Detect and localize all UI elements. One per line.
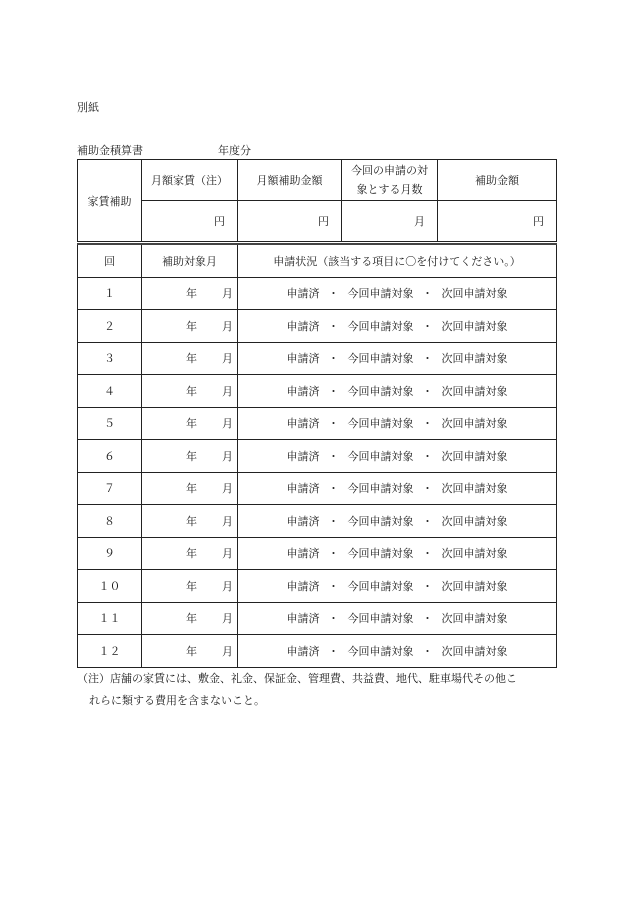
status-options — [238, 570, 557, 603]
status-option[interactable]: 今回申請対象 — [347, 514, 414, 528]
target-month-field[interactable] — [142, 277, 238, 310]
separator-dot: ・ — [422, 384, 433, 398]
month-unit: 月 — [222, 287, 233, 301]
year-unit: 年 — [186, 319, 197, 333]
target-month-field[interactable] — [142, 375, 238, 408]
year-unit: 年 — [186, 579, 197, 593]
subsidy-amount-field[interactable] — [438, 201, 557, 242]
schedule-row — [78, 440, 557, 473]
status-option[interactable]: 今回申請対象 — [347, 482, 414, 496]
separator-dot: ・ — [422, 612, 433, 626]
separator-dot: ・ — [328, 579, 339, 593]
year-unit: 年 — [186, 514, 197, 528]
month-unit: 月 — [222, 319, 233, 333]
month-unit: 月 — [414, 215, 425, 228]
installment-number: １０ — [78, 570, 142, 603]
installment-number: １１ — [78, 602, 142, 635]
status-options — [238, 375, 557, 408]
yen-unit: 円 — [533, 215, 544, 228]
status-option[interactable]: 今回申請対象 — [347, 547, 414, 561]
target-month-header: 補助対象月 — [142, 244, 238, 277]
status-options — [238, 602, 557, 635]
separator-dot: ・ — [422, 514, 433, 528]
target-month-field[interactable] — [142, 342, 238, 375]
status-option[interactable]: 今回申請対象 — [347, 384, 414, 398]
target-month-field[interactable] — [142, 570, 238, 603]
target-month-field[interactable] — [142, 537, 238, 570]
schedule-row — [78, 537, 557, 570]
separator-dot: ・ — [422, 449, 433, 463]
month-unit: 月 — [222, 449, 233, 463]
monthly-subsidy-header: 月額補助金額 — [238, 160, 342, 201]
form-title: 補助金積算書 — [77, 144, 143, 157]
separator-dot: ・ — [422, 482, 433, 496]
separator-dot: ・ — [422, 579, 433, 593]
status-options — [238, 277, 557, 310]
separator-dot: ・ — [422, 417, 433, 431]
month-unit: 月 — [222, 644, 233, 658]
schedule-row — [78, 472, 557, 505]
target-month-field[interactable] — [142, 407, 238, 440]
status-option[interactable]: 申請済 — [286, 319, 320, 333]
rent-subsidy-header: 家賃補助 — [78, 160, 142, 242]
schedule-row — [78, 570, 557, 603]
status-option[interactable]: 次回申請対象 — [441, 644, 508, 658]
status-option[interactable]: 次回申請対象 — [441, 352, 508, 366]
separator-dot: ・ — [328, 449, 339, 463]
status-options — [238, 505, 557, 538]
yen-unit: 円 — [214, 215, 225, 228]
status-option[interactable]: 今回申請対象 — [347, 417, 414, 431]
status-option[interactable]: 申請済 — [286, 417, 320, 431]
status-header: 申請状況（該当する項目に〇を付けてください。） — [238, 244, 557, 277]
status-options — [238, 310, 557, 343]
status-option[interactable]: 申請済 — [286, 579, 320, 593]
status-options — [238, 342, 557, 375]
installment-number: ９ — [78, 537, 142, 570]
status-option[interactable]: 次回申請対象 — [441, 319, 508, 333]
months-count-header-text: 今回の申請の対 象とする月数 — [351, 164, 428, 196]
separator-dot: ・ — [328, 514, 339, 528]
status-option[interactable]: 今回申請対象 — [347, 579, 414, 593]
status-option[interactable]: 次回申請対象 — [441, 547, 508, 561]
status-options — [238, 472, 557, 505]
status-option[interactable]: 今回申請対象 — [347, 352, 414, 366]
footnote-line-2: れらに類する費用を含まないこと。 — [89, 694, 265, 707]
year-unit: 年 — [186, 449, 197, 463]
status-option[interactable]: 次回申請対象 — [441, 482, 508, 496]
installment-number: ５ — [78, 407, 142, 440]
schedule-row — [78, 505, 557, 538]
status-option[interactable]: 今回申請対象 — [347, 319, 414, 333]
status-option[interactable]: 申請済 — [286, 384, 320, 398]
installment-number: ８ — [78, 505, 142, 538]
month-unit: 月 — [222, 579, 233, 593]
status-option[interactable]: 申請済 — [286, 612, 320, 626]
month-unit: 月 — [222, 547, 233, 561]
separator-dot: ・ — [328, 352, 339, 366]
month-unit: 月 — [222, 384, 233, 398]
installment-number: ４ — [78, 375, 142, 408]
month-unit: 月 — [222, 417, 233, 431]
schedule-row — [78, 277, 557, 310]
schedule-table — [77, 243, 557, 668]
separator-dot: ・ — [328, 319, 339, 333]
schedule-row — [78, 375, 557, 408]
year-unit: 年 — [186, 482, 197, 496]
status-option[interactable]: 今回申請対象 — [347, 612, 414, 626]
months-count-header — [342, 160, 438, 201]
separator-dot: ・ — [328, 547, 339, 561]
separator-dot: ・ — [328, 612, 339, 626]
separator-dot: ・ — [422, 287, 433, 301]
separator-dot: ・ — [328, 384, 339, 398]
status-option[interactable]: 申請済 — [286, 482, 320, 496]
status-option[interactable]: 次回申請対象 — [441, 384, 508, 398]
summary-table — [77, 159, 557, 242]
status-option[interactable]: 今回申請対象 — [347, 449, 414, 463]
year-unit: 年 — [186, 547, 197, 561]
target-month-field[interactable] — [142, 505, 238, 538]
installment-number: ２ — [78, 310, 142, 343]
month-unit: 月 — [222, 482, 233, 496]
status-option[interactable]: 次回申請対象 — [441, 579, 508, 593]
status-options — [238, 407, 557, 440]
installment-number: １ — [78, 277, 142, 310]
target-month-field[interactable] — [142, 635, 238, 668]
months-count-field[interactable] — [342, 201, 438, 242]
target-month-field[interactable] — [142, 472, 238, 505]
status-options — [238, 537, 557, 570]
schedule-row — [78, 407, 557, 440]
separator-dot: ・ — [422, 352, 433, 366]
target-month-field[interactable] — [142, 602, 238, 635]
status-option[interactable]: 次回申請対象 — [441, 417, 508, 431]
fiscal-year-label: 年度分 — [218, 144, 251, 157]
status-option[interactable]: 今回申請対象 — [347, 644, 414, 658]
installment-number: ６ — [78, 440, 142, 473]
separator-dot: ・ — [328, 417, 339, 431]
schedule-row — [78, 342, 557, 375]
monthly-subsidy-field[interactable] — [238, 201, 342, 242]
schedule-row — [78, 310, 557, 343]
monthly-rent-field[interactable] — [142, 201, 238, 242]
year-unit: 年 — [186, 352, 197, 366]
status-option[interactable]: 申請済 — [286, 644, 320, 658]
status-option[interactable]: 次回申請対象 — [441, 612, 508, 626]
schedule-row — [78, 602, 557, 635]
installment-number: ７ — [78, 472, 142, 505]
separator-dot: ・ — [328, 287, 339, 301]
target-month-field[interactable] — [142, 310, 238, 343]
status-option[interactable]: 申請済 — [286, 449, 320, 463]
status-option[interactable]: 次回申請対象 — [441, 449, 508, 463]
installment-number: １２ — [78, 635, 142, 668]
page-label: 別紙 — [77, 101, 99, 114]
separator-dot: ・ — [328, 482, 339, 496]
separator-dot: ・ — [422, 547, 433, 561]
status-option[interactable]: 申請済 — [286, 514, 320, 528]
status-options — [238, 635, 557, 668]
month-unit: 月 — [222, 352, 233, 366]
status-option[interactable]: 今回申請対象 — [347, 287, 414, 301]
status-option[interactable]: 次回申請対象 — [441, 514, 508, 528]
monthly-rent-header: 月額家賃（注） — [142, 160, 238, 201]
form-title-line — [77, 142, 377, 158]
month-unit: 月 — [222, 612, 233, 626]
separator-dot: ・ — [422, 319, 433, 333]
year-unit: 年 — [186, 384, 197, 398]
month-unit: 月 — [222, 514, 233, 528]
status-option[interactable]: 申請済 — [286, 287, 320, 301]
installment-number: ３ — [78, 342, 142, 375]
status-options — [238, 440, 557, 473]
footnote-line-1: （注）店舗の家賃には、敷金、礼金、保証金、管理費、共益費、地代、駐車場代その他こ — [77, 672, 517, 685]
subsidy-amount-header: 補助金額 — [438, 160, 557, 201]
year-unit: 年 — [186, 644, 197, 658]
schedule-row — [78, 635, 557, 668]
year-unit: 年 — [186, 287, 197, 301]
year-unit: 年 — [186, 417, 197, 431]
status-option[interactable]: 次回申請対象 — [441, 287, 508, 301]
installment-header: 回 — [78, 244, 142, 277]
status-option[interactable]: 申請済 — [286, 547, 320, 561]
separator-dot: ・ — [422, 644, 433, 658]
status-option[interactable]: 申請済 — [286, 352, 320, 366]
target-month-field[interactable] — [142, 440, 238, 473]
yen-unit: 円 — [318, 215, 329, 228]
separator-dot: ・ — [328, 644, 339, 658]
year-unit: 年 — [186, 612, 197, 626]
footnote — [77, 668, 562, 712]
